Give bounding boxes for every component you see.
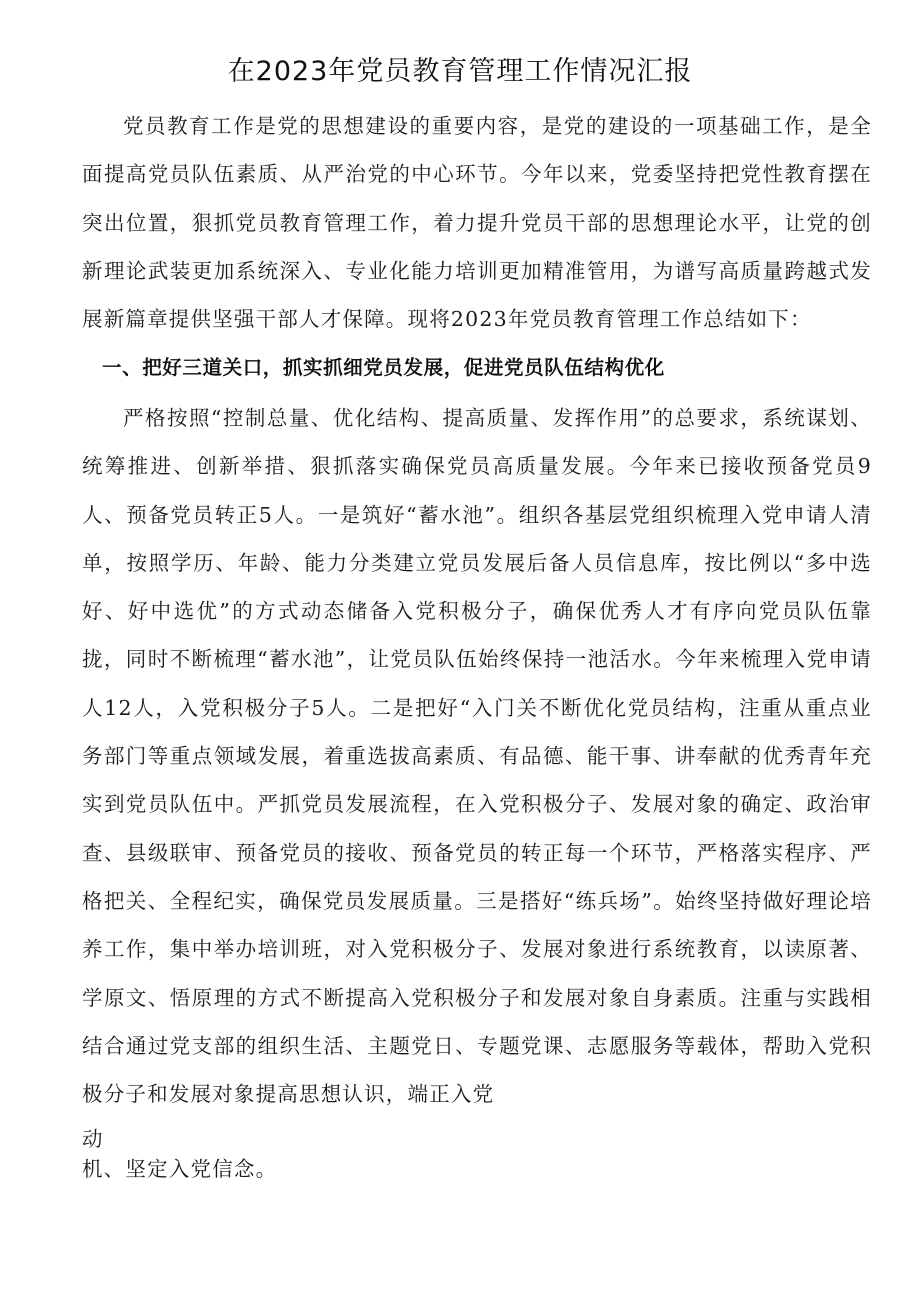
document-title: 在2023年党员教育管理工作情况汇报	[227, 56, 693, 87]
trailing-line-2: 机、坚定入党信念。	[82, 1157, 278, 1181]
intro-paragraph: 党员教育工作是党的思想建设的重要内容，是党的建设的一项基础工作，是全面提高党员队伍素质、从严治党的中心环节。今年以来，党委坚持把党性教育摆在突出位置，狠抓党员教育管理工作，着力提升党员干部的思想理论水平，让党的创新理论武装更加系统深入、专业化能力培训更加精准管用，为谱写高质量跨越式发展新篇章提供坚强干部人才保障。现将2023年党员教育管理工作总结如下：	[82, 114, 872, 332]
trailing-line-1: 动	[82, 1127, 104, 1151]
section-paragraph: 严格按照“控制总量、优化结构、提高质量、发挥作用”的总要求，系统谋划、统筹推进、创新举措、狠抓落实确保党员高质量发展。今年来已接收预备党员9人、预备党员转正5人。一是筑好“蓄水池”。组织各基层党组织梳理入党申请人清单，按照学历、年龄、能力分类建立党员发展后备人员信息库，按比例以“多中选好、好中选优”的方式动态储备入党积极分子，确保优秀人才有序向党员队伍靠拢，同时不断梳理“蓄水池”，让党员队伍始终保持一池活水。今年来梳理入党申请人12人，入党积极分子5人。二是把好“入门关不断优化党员结构，注重从重点业务部门等重点领域发展，着重选拔高素质、有品德、能干事、讲奉献的优秀青年充实到党员队伍中。严抓党员发展流程，在入党积极分子、发展对象的确定、政治审查、县级联审、预备党员的接收、预备党员的转正每一个环节，严格落实程序、严格把关、全程纪实，确保党员发展质量。三是搭好“练兵场”。始终坚持做好理论培养工作，集中举办培训班，对入党积极分子、发展对象进行系统教育，以读原著、学原文、悟原理的方式不断提高入党积极分子和发展对象自身素质。注重与实践相结合通过党支部的组织生活、主题党日、专题党课、志愿服务等载体，帮助入党积极分子和发展对象提高思想认识，端正入党	[82, 406, 872, 1107]
section-heading: 一、把好三道关口，抓实抓细党员发展，促进党员队伍结构优化	[102, 356, 665, 379]
